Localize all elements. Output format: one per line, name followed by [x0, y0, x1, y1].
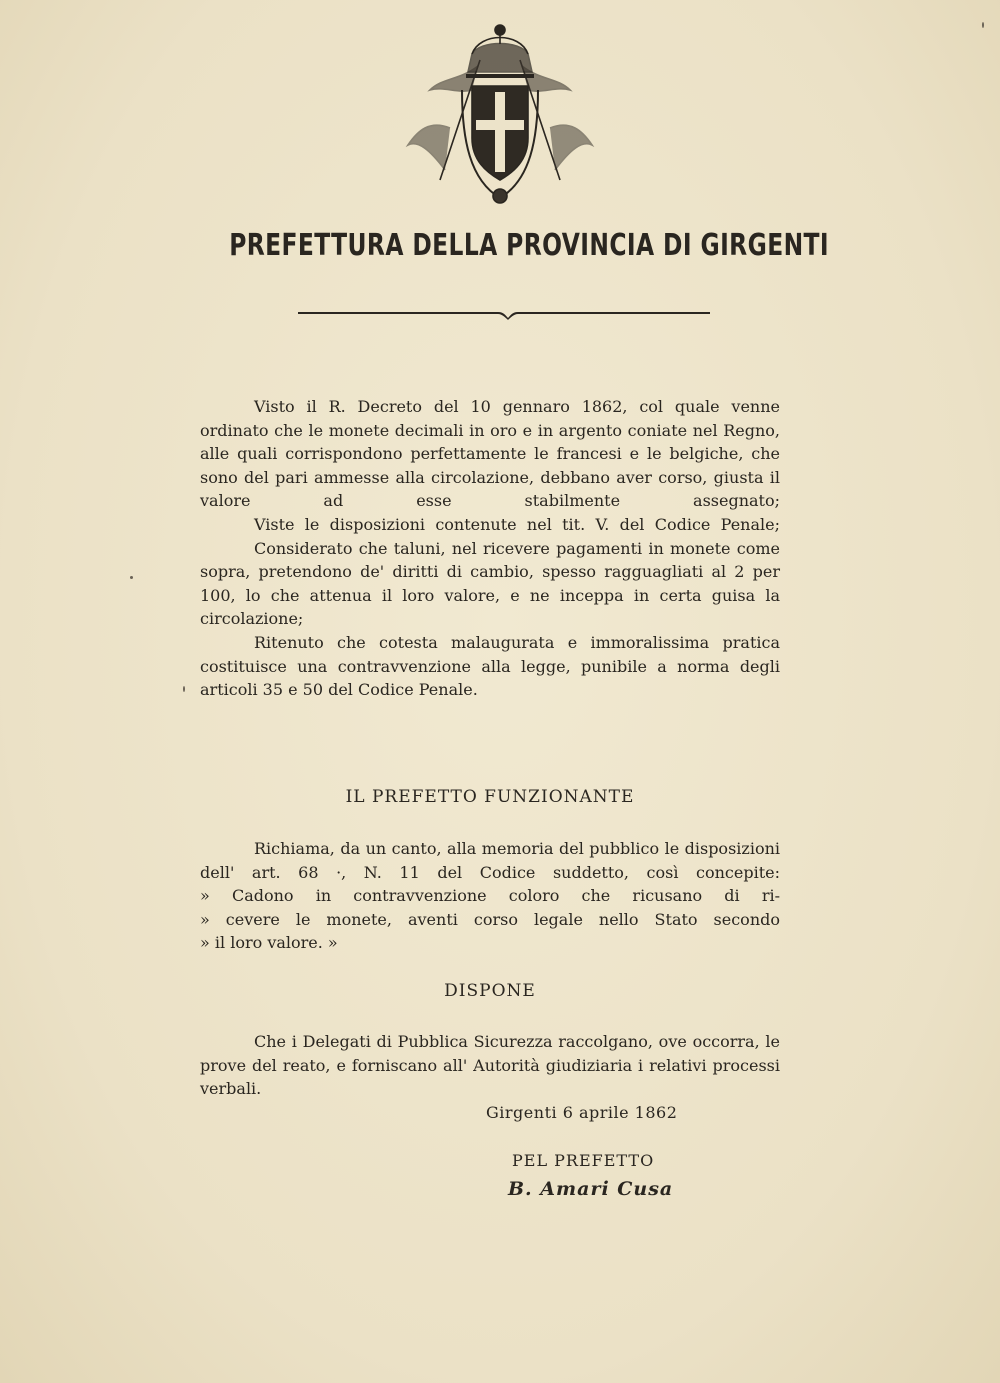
savoy-coat-of-arms-icon: [400, 20, 600, 210]
preamble-paragraph: Visto il R. Decreto del 10 gennaro 1862, col quale venne ordinato che le monete decimali in oro e in argento coniate nel Regno, alle quali corrispondono perfettamente le francesi e le belgiche, che sono del pari ammesse alla circolazione, debbano aver corso, giusta il valore ad esse stabilmente assegnato;: [200, 397, 780, 511]
dispone-block: [200, 1030, 780, 1101]
preamble-paragraph: Viste le disposizioni contenute nel tit. V. del Codice Penale;: [254, 514, 780, 534]
date-line: Girgenti 6 aprile 1862: [486, 1103, 678, 1122]
recall-paragraph: Richiama, da un canto, alla memoria del pubblico le disposizioni dell' art. 68 ·, N. 11 del Codice suddetto, così concepite:: [200, 839, 780, 882]
section-title: IL PREFETTO FUNZIONANTE: [345, 787, 635, 807]
quote-line: » Cadono in contravvenzione coloro che ricusano di ri-: [200, 886, 780, 906]
prefecture-heading: PREFETTURA DELLA PROVINCIA DI GIRGENTI: [229, 228, 829, 263]
paper-speck: [130, 576, 133, 579]
paper-speck: [183, 686, 185, 692]
signature: B. Amari Cusa: [508, 1178, 674, 1200]
dispone-title: DISPONE: [444, 981, 536, 1001]
paper-speck: [982, 22, 984, 28]
preamble-paragraph: Considerato che taluni, nel ricevere pagamenti in monete come sopra, pretendono de' diritti di cambio, spesso ragguagliati al 2 per 100, lo che attenua il loro valore, e ne inceppa in certa guisa la circolazione;: [200, 538, 780, 629]
quote-line: » cevere le monete, aventi corso legale nello Stato secondo: [200, 909, 780, 929]
quote-line: » il loro valore. »: [200, 933, 338, 953]
preamble-block: [200, 395, 780, 702]
decorative-rule: [298, 306, 710, 322]
preamble-paragraph: Ritenuto che cotesta malaugurata e immoralissima pratica costituisce una contravvenzione alla legge, punibile a norma degli articoli 35 e 50 del Codice Penale.: [200, 632, 780, 700]
dispone-paragraph: Che i Delegati di Pubblica Sicurezza raccolgano, ove occorra, le prove del reato, e forniscano all' Autorità giudiziaria i relativi processi verbali.: [200, 1032, 780, 1099]
recall-block: [200, 837, 780, 955]
signoff-label: PEL PREFETTO: [512, 1151, 655, 1170]
